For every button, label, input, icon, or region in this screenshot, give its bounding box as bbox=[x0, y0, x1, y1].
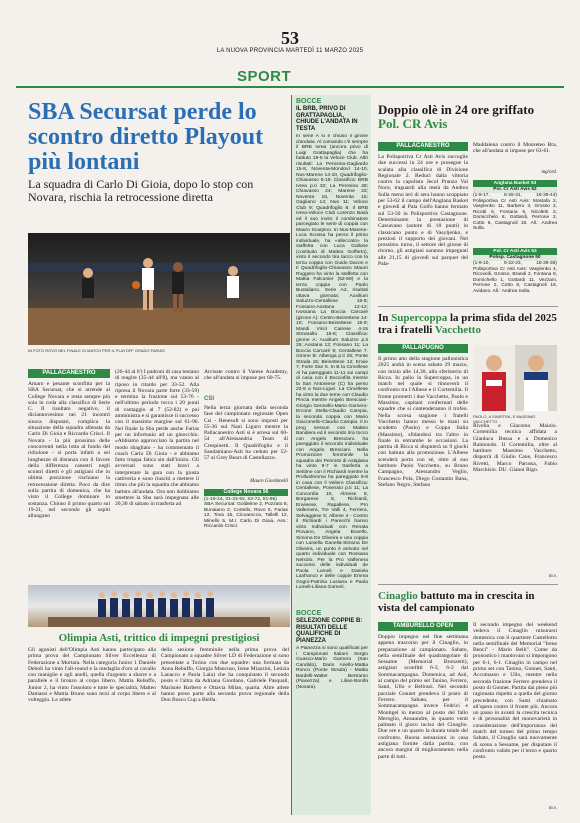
cinaglio-column-1: Doppio impegno nel fine settimana appena trascorso per il Cinaglio, in preparazione al campionato. Sabato, nella semifinale del quadrangolare di Sessame (Memorial Bronzetti), astigiani sconfitti 6-3, 6-2 dal Sommacampagna. Domenica, ad Asti, al campo del primo set Tanino, Ferrero, Santi, Ullo e Bellussi. Nel secondo parziale Gonnet prendeva il posto di Ferrero. Sabato, per il Sommacampagna invece Fedrici e Montigel in mezzo al posto del fallo Meroglio, Ansaundre, in quanto venti palmato il gioco inciso del Cinaglio. Due ore e un quarto la durata totale del confronto. Buona sensazioni in casa astigiana fornite dalla partita, con ancora margini di miglioramento nella parte di tutti. bbox=[378, 634, 468, 760]
avis-headline bbox=[378, 103, 558, 131]
basketball-players-icon bbox=[28, 233, 290, 345]
supercoppa-body-cont: Rivella e Giacomo Maiolo. Cortemilia tecnica affidata a Gianluca Bussa e a Domenico Raimondo. Il Cortemilia, oltre al battitore Massimo Vacchetto, disporrà di Giulio Cane, Francesco Rivetti, Marco Parussa, Fabio Marchisio. DU. Gianni Rigo. bbox=[473, 423, 557, 474]
main-column-2: (26-44 al 6') I padroni di casa tentano di reagire (35-44 all'8), ma vanno al riposo in ritardo per 33-52. Alla ripresa il Novara parte forte (33-59) e termina la frazione sul 53-76 - nell'ultimo periodo tocca i 20 punti di vantaggio al 7 (52-82) e poi amministra e si garantisce il successo con il massimo margine sul 61-96. Nel finale la Sba perde anche Farias per un infortunio ad un ginocchio. «Abbiamo approcciato la partita nel modo sbagliato - ha commentato il coach Carlo Di Gioia - e abbiamo fatto troppa fatica sin dall'inizio. Gli avversari sono stati bravi a interpretare la gara con la giusta cattiveria e sono riusciti a mettere il ritmo che più la squadra che abbiamo battuto all'andata. Ora non dobbiamo smettere la Sba sarà impegnata alle 20,30 di sabato in trasferta ad bbox=[115, 369, 199, 508]
bocce-title: IL BRB, PRIVO DI GRATTAPAGLIA, CHIUDE L'ANDATA IN TESTA bbox=[296, 106, 358, 132]
olimpia-headline: Olimpia Asti, trittico di impegni prestigiosi bbox=[58, 632, 260, 644]
avis-headline-part-2: Pol. CR Avis bbox=[378, 116, 448, 131]
page-header bbox=[0, 0, 580, 48]
avis-box-1-sub: Pol. Cr Asti Avis 62 bbox=[473, 187, 557, 194]
supercoppa-headline-part-3: la prima sfida del 2025 tra i fratelli bbox=[378, 312, 557, 336]
main-photo-caption: IN FOTO ROVO NEL FINALE DI MATCH PER IL PLAYOFF GRADO FARIAS bbox=[28, 348, 165, 353]
avis-box-2-head: Pol. Cr Asti Avis 53 bbox=[473, 248, 557, 255]
newspaper-header: LA NUOVA PROVINCIA MARTEDÌ 11 MARZO 2025 bbox=[216, 48, 364, 54]
bocce-sidebar bbox=[291, 95, 371, 815]
olimpia-column-1: Gli agonisti dell'Olimpia Asti hanno partecipato alla prima prova del Campionato Silver Eccellenza di Federazione a Mortara. Nella categoria Junior 1 Daniele Deboli ha vinto l'all-round e la medaglia d'oro al cavallo con maniglie e agli anelli, quella d'argento a sbarre e a parallele e il bronzo al corpo libero. Mattia Rebuffo, Junior 2, ha vinto l'assoluto e tutte le specialità, Matteo Damassi e Mattia Bruno sono terzi al corpo libero e al volteggio. Le atlete bbox=[28, 647, 156, 703]
divider-1 bbox=[378, 306, 558, 307]
main-headline: SBA Secursat perde lo scontro diretto Playout più lontani bbox=[28, 99, 264, 175]
supercoppa-headline-part-1: In bbox=[378, 312, 392, 324]
supercoppa-kicker: PALLAPUGNO bbox=[378, 344, 468, 353]
cinaglio-headline-part-2: battuto ma in crescita in vista del campionato bbox=[378, 590, 535, 614]
avis-signature: mg/ord. bbox=[541, 170, 557, 175]
avis-box-2 bbox=[473, 248, 557, 294]
section-bar bbox=[16, 68, 564, 88]
bocce-title-2: SELEZIONE COPPIE B: RISULTATI DELLE QUALIFICHE DI PIANEZZA bbox=[296, 618, 363, 644]
main-column-3-subtitle: CSI bbox=[204, 396, 215, 402]
avis-box-2-sub: Polisp. Castagnone 50 bbox=[473, 255, 557, 262]
bocce-body-2: A Pianezza si sono qualificati per i Campionati Italiani Sergio Guasco-Mario Garnero (San Candido), Dario Ariello-Mattia Ronco (Ponte Strada) - Mattia Bardelli-Walter Bertramo (Pianezza) e Lilian-Bonifa (Novara). bbox=[296, 646, 368, 690]
result-box-title: College Novara 96 bbox=[204, 489, 288, 496]
avis-box-1 bbox=[473, 180, 557, 232]
main-signature: Mauro Giordanelli bbox=[250, 479, 288, 484]
cinaglio-headline-part-1: Cinaglio bbox=[378, 590, 418, 602]
main-column-3b: Nella terza giornata della seconda fase del campionato regionale Open Csi - Renesoft si sono imposti per 55-36 sul Nani Liguro mentre la Pallacanestro Asti si è arresa sul 60-54 all'Alessandria Team di Crespinetti. Il Quadrifoglio e il Sandamiano-Asti ha ceduto per 52-57 ai Grey Bears di Castellazzo. bbox=[204, 405, 288, 462]
main-column-1: Amaro e pesante sconfitta per la SBA Secursat, che si arrende al College Novara e resta sempre più sola in coda alla classifica di Serie C. Il risultato negativo, il diciannovesimo nei 21 incontri sinora disputati, complica la situazione della squadra allenata da Carlo Di Gioia e Riccardo Crisci. Il Novara - la più prossima delle concorrenti nella lotta al fondo del ridiolone - si porta infatti a sei lunghezze di distanza con il favore della differenza canestri negli scontri diretti e gli astigiani che in ultima posizione rischiano la retrocessione diretta. Poco da dire sulla partita di domenica, che ha visto il College dominare in sostanza. Chiuso il primo quarto sul 19-21, nel secondo gli ospiti allungano bbox=[28, 381, 110, 520]
bocce-tag: BOCCE bbox=[296, 98, 322, 105]
supercoppa-headline-part-4: Vacchetto bbox=[434, 324, 481, 336]
supercoppa-body: Il primo atto della stagione pallonistica 2025 andrà in scena sabato 29 marzo, con inizio alle 14,30, allo sferisterio di Ricca. In palio la Supercoppa, in un match nel quale si rinnoverà il confronto tra l'Albese e il Cortemilia. Il fronte prometti i due Vacchetto, Paolo e Massimo, capitani confermati delle squadre che si contenderanno il trofeo. Nella scorsa stagione i fratelli Vacchetto hanno messo le mani su scudetto (Paolo) e Coppa Italia (Massimo), sfidandosi tra l'altro in finale in entrambe le occasioni. La partita di Ricca si disputerà su 9 giochi con battuta alla promozione. L'Albese scenderà porta con sé, oltre al suo battitore Paolo Vacchetto, su Bruno Campagno, Alessandro Veglio, Francesco Pola, Diego Costantin Bana, Stefano Negro, Stefano bbox=[378, 356, 468, 488]
cinaglio-signature: m.v. bbox=[549, 806, 557, 811]
cinaglio-kicker: TAMBURELLO OPEN bbox=[378, 622, 468, 631]
avis-headline-part-1: Doppio olè in 24 ore griffato bbox=[378, 102, 535, 117]
gymnastics-photo bbox=[28, 585, 290, 627]
main-subhead: La squadra di Carlo Di Gioia, dopo lo stop con Novara, rischia la retrocessione diretta bbox=[28, 177, 254, 204]
main-column-3a: Arcisate contro il Varese Academy, che all'andata si impose per 60-75. bbox=[204, 369, 288, 382]
supercoppa-headline bbox=[378, 312, 558, 336]
main-kicker: PALLACANESTRO bbox=[28, 369, 110, 378]
main-result-box bbox=[204, 489, 288, 573]
vacchetto-brothers-photo bbox=[473, 345, 557, 411]
supercoppa-headline-part-2: Supercoppa bbox=[391, 312, 448, 324]
avis-body: La Polisportiva Cr Asti Avis raccoglie due successi in 24 ore e prosegue la scalata alla classifica di Divisione Regionale 2. Reduci dalla vittoria contro la capolista Jecol Pranzo Val Noce, traguardi alla metà da Andrea Sulla meno ieri di sera hanno scoppiato per 53-62 il campo dell'Anglana Basket e giovedì al Pala Golfo hanno fermato sul 53-50 in Polisportiva Castagnone. Determinante la prestazione di Cassavano (autore di 18 punti) in classicano punto e di Vasyljenko, e preziosi il supporto dei giovani. Nel prossimo turno, il settore del girone di ritorno, gli astigiani saranno impegnati alle 21,15 di giovedì sul parquet del Pala- bbox=[378, 154, 468, 268]
bocce-tag-2: BOCCE bbox=[296, 610, 322, 617]
result-box-score: (1-19-24, 31-33-52, 53-72, 61-96) bbox=[204, 496, 277, 502]
cinaglio-headline bbox=[378, 590, 558, 614]
basketball-photo bbox=[28, 233, 290, 345]
supercoppa-photo-caption: PAOLO, A SINISTRA, E MASSIMO VACCHETTO bbox=[473, 414, 536, 424]
avis-body-cont: Maddalena contro il Monreteo Bra, che all'andata si impose per 63-61. bbox=[473, 142, 557, 155]
divider-2 bbox=[378, 584, 558, 585]
avis-kicker: PALLACANESTRO bbox=[378, 142, 468, 151]
result-box-lineup: SBA Secursat: Goldeline 2, Pozzato 8, Bunaiano 2, Cortello, Rovo 5, Farias 12, Tova 15, Cicoarocca, Tallelli 12, Minello 5, M.I. Carlo Di Gioia, Ass.: Riccardo Crisci. bbox=[204, 502, 288, 529]
players-portrait-icon bbox=[473, 345, 557, 411]
gymnasts-team-icon bbox=[28, 585, 290, 627]
avis-box-1-body: (1-9-17, 8-25-31, 18-39-44) Polisportiva Cr Asti Avis: Mostafa 2, Vasylenko 11, Barbero 3, Grosso 2, Ricotti 6, Fontana 5, Nicoletti 2, Domicchelo 8, Gottardi, Perrone 2, Cotto 6, Castagnoli 18. All.: Andrea Sulla. bbox=[473, 193, 557, 231]
avis-box-1-head: Anglana Basket 53 bbox=[473, 180, 557, 187]
bocce-body: In serie A si è chiuso il girone d'andata. Al comando c'è sempre il BRB Ivrea (ancora privo di Luigi Grattapaglia) che ha battuto 19-5 la Veloce Club. Altri risultati: La Perosina-Gagliardo 15-8, Noventa-Mondovì 14-10, Nus-Marene 14-10, Quadrifoglio-Chiavasso 5-19. Classifica: BRB Ivrea p.ti 32; La Perosina 28; Chiavasso 24; Marene 23; Noventa 16, Noventa 15; Gagliano 14; Nus 11; Veloce Club 9; Quadrifoglio 8. Il BRB Ivrea-Veloce Club Lorenzo Basà ed il suo invito il combinatore parcegiato le serie di coppia con Mauro Scarpino. In Nus-Marene-Luca Scossa ha perso il primo individuale, ha «alleccato» la staffetta con Luca Gallone (costituito di Matteo Gofferto), vinto il secondo tira tacco con la terza coppia con Guido Dacon e Il Quadrifoglio-Chiavasso Mauro Ruggero ha vinto la staffetta con Mattia Falconier (52-59) e la terza coppia con Paolo Bustaliano. Serie A2, risultati ottava giornata: Auxilium Saluzzo-Centallese 16-8; Fossano-Aostana 12-12; Ivossana La Boccia Carcaré (girone A): Centro-Beinettese 14-10; Fossano-Beinettese 15-9; Mandi Vinci Cairese 4-15 Stroaraltu 16-8; Classifica: girone A: Auxilium Saluzzo p.ti 25; Aostana 12; Fossano 11; La Boccia Carcaré 9; Centallese 7. Girone B: Albenga p.ti 25; Ponte Strada 15; Beinettese 12; Envie 7; Forte San 5. In B la Cirvellese Al ha pareggiato 11-11 sui campi di casa con il Bocciofila mentre la San Antoniese (C) ha perso 22-8 a Nus-Liguri. La Cirvellese ha vinto la due terne con Claudio Pincia mentre Angelo Bresciani-Giorgio Gennello-Mario Garnero-Ercone Stella-Claudio Campia, la seconda coppia con Mario Giacomello-Claudio Campia. Il in prog nessun con Matteo Bandiera ed il secondo tira tocco con Angelo Bresciani. ha pareggiato il secondo individuale con Angelo Bresciani. Nella Promozione femminile la squadra dei Pennisti di Astigiana ha vinto 9-7 in trasferta a Settime con il Richiardi mentre la Prollusfemma ha pareggiato 8-8 in casa con il Veliero Classifica: Centallese, Ponessio p.ti 11; La Concordia 10, Almese 8, Borgarese 8, Richiardi, Envieese, Rapallese, Pro Vallemera, Tre Valli 4, Ferriera, Selvaggese 5; Albese 4 - Contro il Richiardi i Pareschi hanno vinto individuali con Renata Piovano, Angela Bovello, Simona De Oliveira e una coppia con Luisella Ganella-Simona De Oliveira, un punto è arrivato nel quarto individuale con Rossana Nelsolo. Per la Pro Valfenera successi delle individuali de Paola Lumeli e Daniela Lanfranco e delle coppie Emma Gogni-Patrizia Lusiana e Paola Lumeli-Liliana Garneti. bbox=[296, 134, 368, 590]
page-number: 53 bbox=[281, 28, 299, 48]
cinaglio-column-2: Il secondo impegno del weekend vedeva il Cinaglio misurarsi domenica con il quartiere Castellotto nella semifinale del Memorial "Irene Benci" - Mario Belli". Come da pronostico i mantovani si impongono per 6-1, 6-1. Cinaglio in campo nel primo set con Tanino, Gonnet, Santi, Accomasso e Ullo, mentre nella seconda frazione Ferrero prendeva il posto di Gonnet. Partita dai pieno più ragionata rispetto a quella del giorno precedente, con Santi chiamato all'opera contro il fronte più. Ancora un passo in avanti la crescita tecnica e di personalità del monovarietà in considerazione dell'importanza del match del torneo del primo tempo Sabato, il Cinaglio sarà nuovamente di scena a Sessame, per disputare il confronto valido per il terzo e quarto posto. bbox=[473, 622, 557, 761]
avis-box-2-body: (1-9-10, 9-22-23, 18-39-36) Polisportiva Cr Asti Avis: Vasylenko 4, Ricovelli, Grosso, Brandi 2, Fontana 8, Domichello 1, Gottardi 11, Vezzani, Perrone 2, Cotto 8, Castagnoli 18, Avidano. All.: Andrea Sulla. bbox=[473, 261, 557, 294]
section-title: SPORT bbox=[237, 68, 292, 85]
olimpia-column-2: della sezione femminile nella prima prova del Campionato a squadre Silver LD di Federazione si sono presentate a Torino con due squadre: una formata da Anna Rebuffo, Giorgia Mancuso, Irene Miazzini, Letizia Lanacco e Paola Lala) che ha conquistato il secondo posto e l'altra da Adriana Giordano, Gabriele Pasquali, Marisole Barbero e Ottavia Milan, quarta. Altre atlete hanno preso parte alla seconda prova regionale della Don Bosco Cup a Biella. bbox=[161, 647, 289, 703]
supercoppa-signature: m.v. bbox=[549, 574, 557, 579]
